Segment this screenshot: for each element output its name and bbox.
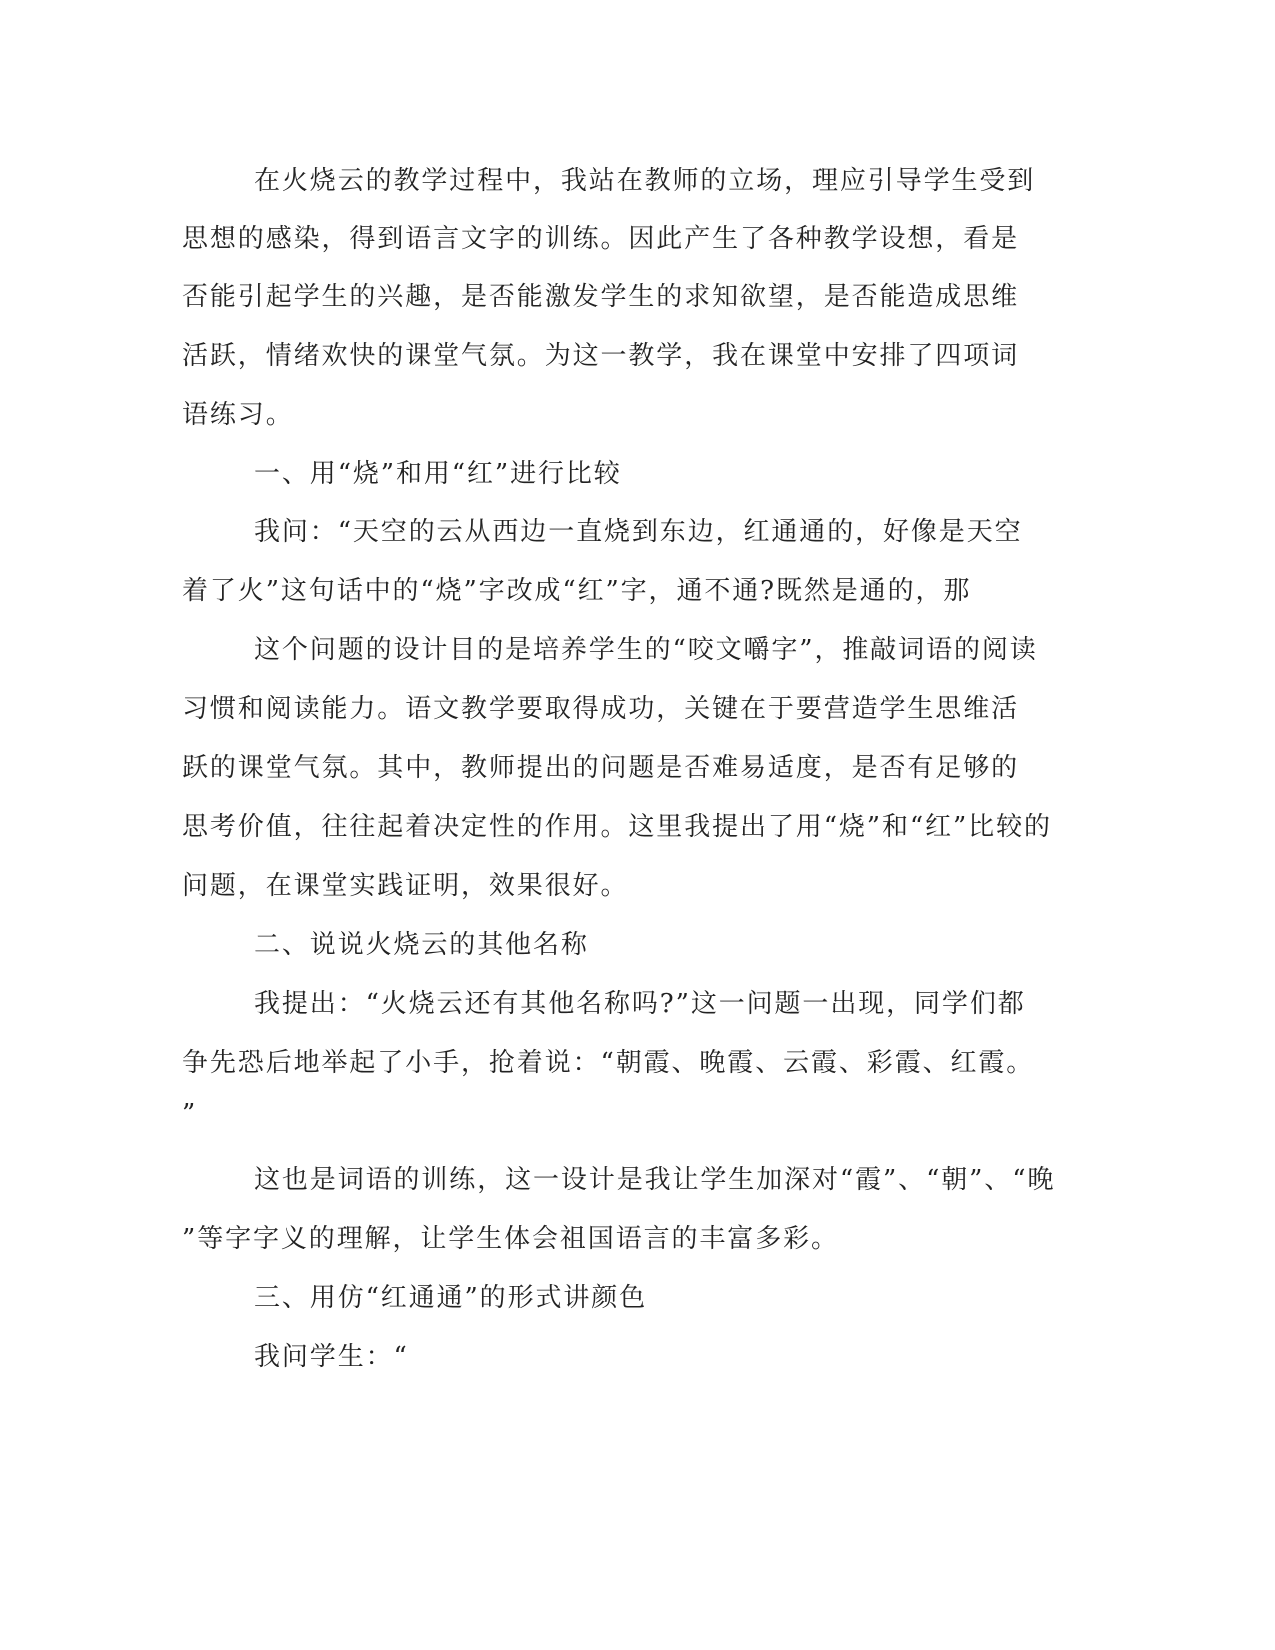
paragraph-line: 思想的感染，得到语言文字的训练。因此产生了各种教学设想，看是 bbox=[182, 224, 1020, 254]
paragraph-line: 思考价值，往往起着决定性的作用。这里我提出了用“烧”和“红”比较的 bbox=[182, 812, 1052, 842]
paragraph-line: 问题，在课堂实践证明，效果很好。 bbox=[182, 871, 629, 901]
paragraph-line: 跃的课堂气氛。其中，教师提出的问题是否难易适度，是否有足够的 bbox=[182, 753, 1020, 783]
paragraph-line: 习惯和阅读能力。语文教学要取得成功，关键在于要营造学生思维活 bbox=[182, 694, 1020, 724]
paragraph-line: 这个问题的设计目的是培养学生的“咬文嚼字”，推敲词语的阅读 bbox=[254, 635, 1038, 665]
paragraph-line: ”等字字义的理解，让学生体会祖国语言的丰富多彩。 bbox=[182, 1224, 839, 1254]
paragraph-line: 着了火”这句话中的“烧”字改成“红”字，通不通?既然是通的，那 bbox=[182, 576, 972, 606]
paragraph-line: 争先恐后地举起了小手，抢着说：“朝霞、晚霞、云霞、彩霞、红霞。 bbox=[182, 1048, 1035, 1078]
paragraph-line: 语练习。 bbox=[182, 400, 294, 430]
paragraph-line: 在火烧云的教学过程中，我站在教师的立场，理应引导学生受到 bbox=[254, 166, 1036, 196]
paragraph-line: 我问：“天空的云从西边一直烧到东边，红通通的，好像是天空 bbox=[254, 517, 1023, 547]
paragraph-line: 我问学生：“ bbox=[254, 1342, 409, 1372]
section-heading: 二、说说火烧云的其他名称 bbox=[254, 930, 589, 960]
paragraph-line: 这也是词语的训练，这一设计是我让学生加深对“霞”、“朝”、“晚 bbox=[254, 1165, 1056, 1195]
section-heading: 一、用“烧”和用“红”进行比较 bbox=[254, 459, 622, 489]
paragraph-line: 活跃，情绪欢快的课堂气氛。为这一教学，我在课堂中安排了四项词 bbox=[182, 341, 1020, 371]
section-heading: 三、用仿“红通通”的形式讲颜色 bbox=[254, 1283, 648, 1313]
paragraph-line: 否能引起学生的兴趣，是否能激发学生的求知欲望，是否能造成思维 bbox=[182, 282, 1020, 312]
paragraph-line: ” bbox=[182, 1099, 198, 1129]
paragraph-line: 我提出：“火烧云还有其他名称吗?”这一问题一出现，同学们都 bbox=[254, 989, 1026, 1019]
